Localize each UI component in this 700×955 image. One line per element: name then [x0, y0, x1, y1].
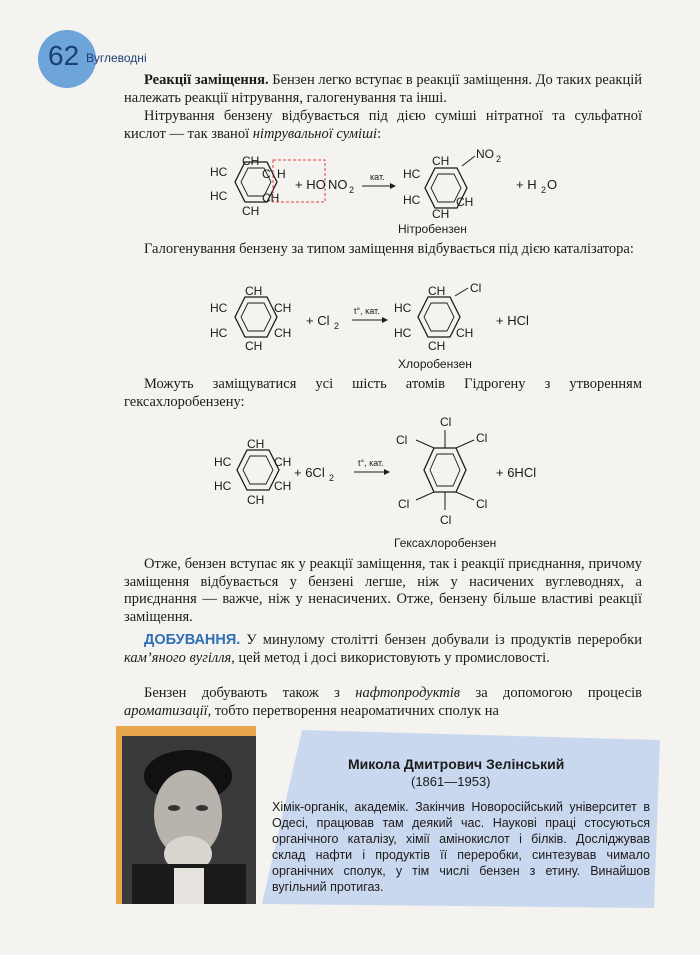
svg-text:HC: HC [403, 167, 421, 181]
svg-text:CH: CH [428, 339, 446, 353]
svg-text:+ Cl: + Cl [306, 313, 330, 328]
caption-nitrobenzene: Нітробензен [398, 222, 467, 236]
svg-text:HC: HC [214, 455, 232, 469]
portrait-zelinsky [122, 736, 256, 904]
svg-text:CH: CH [245, 284, 263, 298]
arrow1-cat: кат. [370, 172, 385, 182]
svg-text:CH: CH [456, 195, 474, 209]
svg-text:CH: CH [274, 326, 292, 340]
svg-text:CH: CH [274, 301, 292, 315]
reaction-chlorination [210, 282, 570, 354]
svg-text:Cl: Cl [440, 513, 452, 527]
ring1-ch-top: CH [242, 154, 260, 168]
svg-text:t°, кат.: t°, кат. [354, 306, 380, 316]
svg-text:HC: HC [394, 326, 412, 340]
paragraph-nitration: Нітрування бензену відбувається під дією суміші нітратної та сульфатної кислот — так званої нітрувальної суміші: [124, 108, 642, 142]
svg-text:CH: CH [274, 455, 292, 469]
svg-text:+ 6Cl: + 6Cl [294, 465, 325, 480]
svg-text:CH: CH [456, 326, 474, 340]
svg-text:Cl: Cl [398, 497, 410, 511]
paragraph-conclusion: Отже, бензен вступає як у реакції заміщення, так і реакції приєднання, причому заміщення відбувається у бензені легше, ніж у насичених вуглеводнях, а приєднання — важче, ніж у ненасичених. Отже, бензену більше властиві реакції заміщення. [124, 556, 642, 625]
svg-text:CH: CH [428, 284, 446, 298]
svg-text:HC: HC [210, 301, 228, 315]
svg-text:2: 2 [334, 321, 340, 331]
paragraph-hexachloro: Можуть заміщуватися усі шість атомів Гідрогену з утворенням гексахлоробензену: [124, 376, 642, 410]
svg-text:Cl: Cl [470, 282, 482, 295]
svg-text:2: 2 [349, 185, 355, 195]
page-number: 62 [48, 40, 80, 71]
ring1-ch-bottom: CH [242, 204, 260, 218]
svg-text:HC: HC [214, 479, 232, 493]
svg-text:Cl: Cl [476, 431, 488, 445]
svg-text:CH: CH [247, 437, 265, 451]
svg-text:Cl: Cl [476, 497, 488, 511]
paragraph-substitution: Реакції заміщення. Бензен легко вступає в реакції заміщення. До таких реакцій належать реакції нітрування, галогенування та інші. [124, 72, 642, 106]
svg-text:O: O [547, 177, 558, 192]
svg-text:+ HCl: + HCl [496, 313, 529, 328]
svg-text:HC: HC [210, 326, 228, 340]
svg-text:CH: CH [432, 154, 450, 168]
svg-text:+ HO: + HO [295, 177, 326, 192]
svg-text:CH: CH [274, 479, 292, 493]
svg-text:2: 2 [496, 154, 502, 164]
svg-text:+ H: + H [516, 177, 537, 192]
term-nitrating-mixture: нітрувальної суміші [252, 125, 378, 142]
caption-hexachlorobenzene: Гексахлоробензен [394, 536, 497, 550]
svg-text:CH: CH [247, 493, 265, 507]
ring1-hc-left: HC [210, 165, 228, 179]
heading-production: ДОБУВАННЯ. [144, 632, 241, 648]
ring1-ch-right: CH [262, 191, 280, 205]
bio-name: Микола Дмитрович Зелінський [348, 756, 565, 772]
svg-text:HC: HC [403, 193, 421, 207]
svg-text:2: 2 [329, 473, 335, 483]
paragraph-halogenation: Галогенування бензену за типом заміщення відбувається під дією каталізатора: [144, 241, 634, 257]
svg-text:2: 2 [541, 185, 547, 195]
caption-chlorobenzene: Хлоробензен [398, 357, 472, 371]
svg-text:Cl: Cl [396, 433, 408, 447]
svg-text:CH: CH [245, 339, 263, 353]
section-title: Вуглеводні [86, 51, 147, 65]
svg-text:NO: NO [328, 177, 348, 192]
svg-text:NO: NO [476, 148, 494, 161]
svg-text:C: C [262, 167, 271, 181]
svg-text:CH: CH [432, 207, 450, 221]
svg-text:t°, кат.: t°, кат. [358, 458, 384, 468]
paragraph-production: ДОБУВАННЯ. У минулому столітті бензен добували із продуктів переробки кам’яного вугілля, цей метод і досі використовують у промисловості. [124, 632, 642, 666]
ring1-hc-left2: HC [210, 189, 228, 203]
ring1-h: H [277, 167, 286, 181]
svg-text:+ 6HCl: + 6HCl [496, 465, 537, 480]
svg-text:Cl: Cl [440, 415, 452, 429]
svg-text:HC: HC [394, 301, 412, 315]
paragraph-aromatization: Бензен добувають також з нафтопродуктів за допомогою процесів ароматизації, тобто перетворення неароматичних сполук на [124, 685, 642, 719]
heading-substitution: Реакції заміщення. [144, 72, 269, 88]
bio-years: (1861—1953) [411, 774, 491, 789]
reaction-hexachlorination [212, 412, 572, 530]
bio-text: Хімік-органік, академік. Закінчив Новоросійський університет в Одесі, працював там деякий час. Наукові праці стосуються органічного каталізу, хімії амінокислот і білків. Досліджував склад нафти і продуктів її переробки, синтезував чимало органічних сполук, у тім числі бензен з етину. Винайшов вугільний протигаз. [272, 800, 650, 894]
